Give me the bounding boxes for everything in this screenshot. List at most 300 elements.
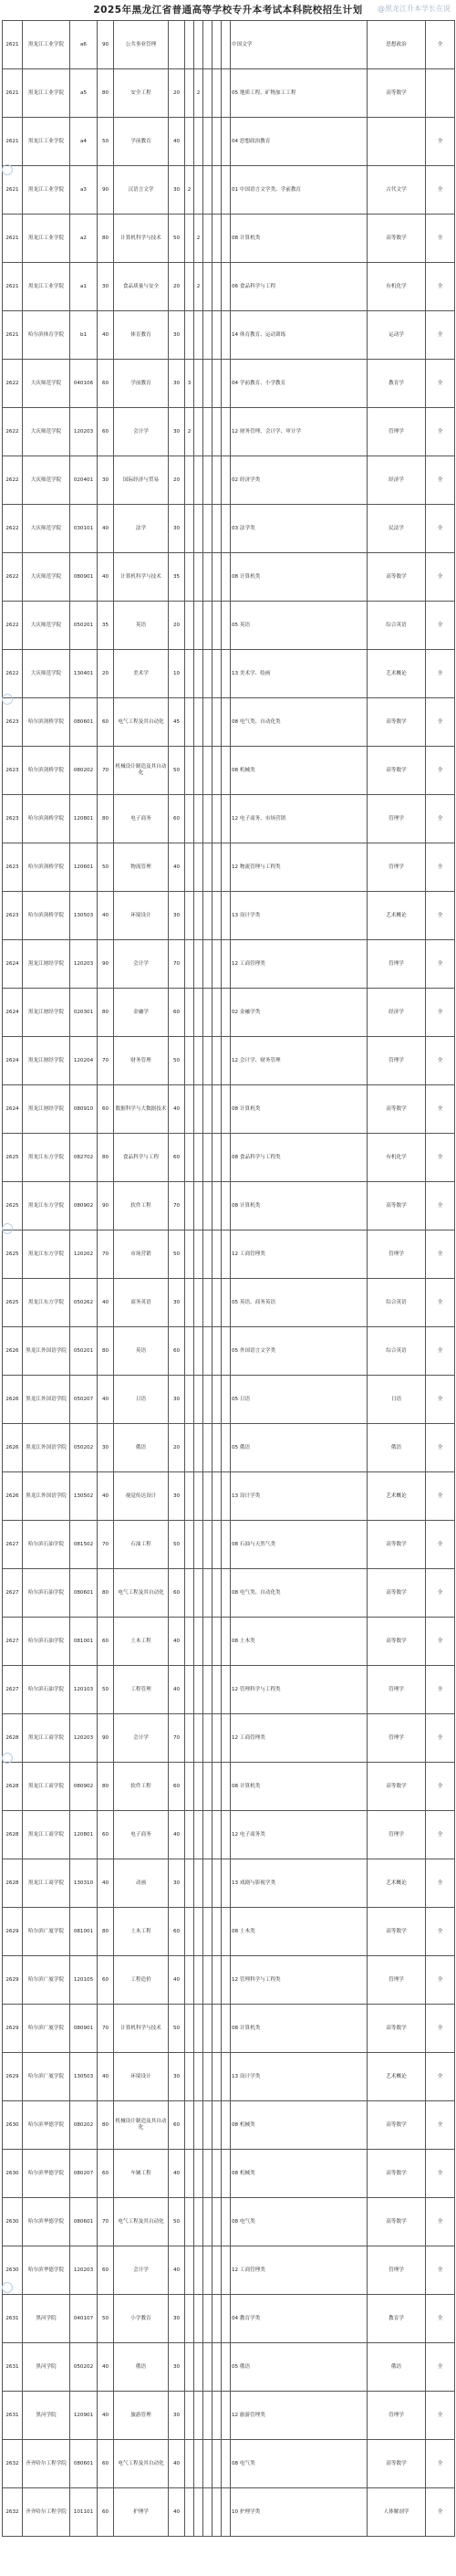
cell-source-major: 08 机械类 [231,2101,368,2150]
cell-major-code: a2 [70,215,98,263]
table-row [3,1618,455,1666]
cell-quota-a: 20 [169,263,185,311]
cell-quota-a: 40 [169,1811,185,1859]
cell-quota-c [194,2343,203,2392]
cell-quota-e [212,795,222,843]
cell-quota-f [222,2392,231,2440]
cell-school-code: 2627 [3,1618,23,1666]
cell-quota-e [212,1279,222,1327]
cell-quota-a: 30 [169,505,185,553]
cell-quota-e [212,698,222,747]
cell-quota-a: 45 [169,698,185,747]
cell-major-name: 法学 [114,505,169,553]
cell-plan-count: 60 [98,698,114,747]
cell-exam-subject: 高等数学 [368,698,426,747]
cell-quota-a: 20 [169,1424,185,1472]
cell-source-major: 04 学前教育、小学教育 [231,360,368,408]
cell-quota-f [222,892,231,940]
cell-quota-b [185,1376,194,1424]
cell-school-name: 黑龙江外国语学院 [23,1424,70,1472]
cell-school-name: 哈尔滨石油学院 [23,1618,70,1666]
cell-quota-b [185,1908,194,1956]
cell-exam-subject: 有机化学 [368,1134,426,1182]
cell-exam-subject: 教育学 [368,360,426,408]
cell-quota-a: 40 [169,2150,185,2198]
cell-quota-d [203,215,212,263]
cell-school-name: 黑龙江工业学院 [23,215,70,263]
table-row [3,1230,455,1279]
cell-quota-b [185,1569,194,1618]
cell-quota-e [212,69,222,118]
cell-quota-c [194,2392,203,2440]
cell-source-major: 04 教育学类 [231,2295,368,2343]
cell-quota-c [194,1424,203,1472]
cell-major-code: 120601 [70,843,98,892]
cell-plan-count: 50 [98,2295,114,2343]
cell-quota-f [222,2488,231,2537]
table-row [3,360,455,408]
cell-quota-b [185,456,194,505]
cell-school-code: 2621 [3,215,23,263]
table-row [3,2101,455,2150]
cell-quota-b [185,1085,194,1134]
cell-quota-f [222,311,231,360]
cell-major-name: 金融学 [114,989,169,1037]
cell-quota-d [203,69,212,118]
cell-scope: 全 [426,650,455,698]
cell-scope: 全 [426,553,455,602]
cell-exam-subject: 综合英语 [368,1279,426,1327]
cell-quota-d [203,698,212,747]
cell-quota-b [185,215,194,263]
cell-quota-f [222,1521,231,1569]
cell-school-code: 2631 [3,2343,23,2392]
cell-quota-e [212,1811,222,1859]
cell-school-name: 黑龙江东方学院 [23,1230,70,1279]
cell-school-code: 2629 [3,1908,23,1956]
cell-quota-b [185,650,194,698]
cell-quota-c [194,2150,203,2198]
cell-plan-count: 70 [98,747,114,795]
cell-major-name: 英语 [114,602,169,650]
cell-school-name: 哈尔滨广厦学院 [23,1908,70,1956]
cell-quota-d [203,2295,212,2343]
cell-quota-f [222,1569,231,1618]
cell-quota-b [185,1424,194,1472]
cell-quota-f [222,505,231,553]
cell-major-code: 120204 [70,1037,98,1085]
cell-quota-c [194,1763,203,1811]
cell-quota-c [194,553,203,602]
cell-quota-e [212,602,222,650]
cell-quota-b [185,2101,194,2150]
cell-quota-f [222,1618,231,1666]
cell-source-major: 12 工商管理类 [231,940,368,989]
table-row [3,408,455,456]
cell-school-name: 哈尔滨华德学院 [23,2246,70,2295]
cell-quota-e [212,2005,222,2053]
cell-quota-c [194,1085,203,1134]
cell-quota-e [212,2440,222,2488]
cell-major-name: 动画 [114,1859,169,1908]
cell-school-name: 黑龙江工商学院 [23,1714,70,1763]
cell-major-code: 080901 [70,2005,98,2053]
cell-quota-e [212,311,222,360]
table-row [3,2053,455,2101]
cell-source-major: 08 计算机类 [231,553,368,602]
cell-quota-f [222,2150,231,2198]
cell-major-code: 040107 [70,2295,98,2343]
cell-quota-b [185,1956,194,2005]
cell-scope: 全 [426,166,455,215]
cell-quota-e [212,1182,222,1230]
cell-school-name: 黑龙江工业学院 [23,166,70,215]
cell-quota-d [203,21,212,69]
cell-school-code: 2626 [3,1424,23,1472]
cell-quota-d [203,1327,212,1376]
cell-source-major: 05 俄语 [231,1424,368,1472]
table-row [3,602,455,650]
cell-source-major: 08 石油与天然气类 [231,1521,368,1569]
cell-quota-a: 40 [169,118,185,166]
cell-source-major: 08 土木类 [231,1618,368,1666]
cell-exam-subject: 高等数学 [368,1085,426,1134]
cell-exam-subject: 高等数学 [368,747,426,795]
cell-quota-d [203,2488,212,2537]
cell-major-name: 软件工程 [114,1763,169,1811]
cell-school-name: 大庆师范学院 [23,408,70,456]
table-row [3,1037,455,1085]
cell-quota-d [203,1956,212,2005]
cell-quota-a: 60 [169,1327,185,1376]
cell-major-code: b1 [70,311,98,360]
cell-major-name: 计算机科学与技术 [114,2005,169,2053]
cell-major-code: 120202 [70,1230,98,1279]
cell-school-name: 齐齐哈尔工程学院 [23,2440,70,2488]
cell-major-name: 美术学 [114,650,169,698]
cell-scope: 全 [426,1230,455,1279]
cell-quota-a: 70 [169,1182,185,1230]
cell-source-major: 04 思想政治教育 [231,118,368,166]
cell-plan-count: 50 [98,843,114,892]
cell-major-name: 电气工程及其自动化 [114,698,169,747]
cell-quota-c [194,2440,203,2488]
cell-school-code: 2622 [3,602,23,650]
cell-source-major: 14 体育教育、运动训练 [231,311,368,360]
cell-quota-a: 50 [169,2198,185,2246]
cell-quota-c [194,892,203,940]
cell-school-code: 2625 [3,1182,23,1230]
cell-quota-c [194,2246,203,2295]
cell-quota-b [185,795,194,843]
cell-major-code: 130401 [70,650,98,698]
cell-scope: 全 [426,1182,455,1230]
cell-exam-subject: 人体解剖学 [368,2488,426,2537]
table-row [3,2440,455,2488]
cell-quota-d [203,2392,212,2440]
cell-quota-d [203,311,212,360]
cell-quota-a: 50 [169,1230,185,1279]
cell-exam-subject: 高等数学 [368,1569,426,1618]
cell-exam-subject: 高等数学 [368,215,426,263]
cell-major-code: 081001 [70,1908,98,1956]
watermark-circle [2,694,13,705]
cell-plan-count: 70 [98,1037,114,1085]
cell-quota-b [185,1763,194,1811]
cell-major-code: 050201 [70,602,98,650]
cell-school-name: 哈尔滨石油学院 [23,1569,70,1618]
watermark-circle [2,164,13,175]
table-row [3,1134,455,1182]
cell-quota-f [222,1134,231,1182]
table-row [3,215,455,263]
cell-major-code: a4 [70,118,98,166]
cell-quota-b [185,602,194,650]
table-row [3,747,455,795]
cell-quota-b [185,1230,194,1279]
cell-major-name: 公共事业管理 [114,21,169,69]
cell-quota-c [194,1859,203,1908]
cell-school-name: 黑龙江财经学院 [23,1085,70,1134]
cell-quota-d [203,2101,212,2150]
cell-quota-c [194,1811,203,1859]
cell-school-code: 2626 [3,1327,23,1376]
cell-scope: 全 [426,1085,455,1134]
cell-major-code: 080601 [70,2440,98,2488]
cell-plan-count: 50 [98,1666,114,1714]
cell-plan-count: 60 [98,2246,114,2295]
cell-quota-d [203,940,212,989]
cell-quota-c [194,166,203,215]
cell-source-major: 10 护理学类 [231,2488,368,2537]
table-row [3,69,455,118]
cell-scope: 全 [426,2392,455,2440]
cell-quota-b [185,2392,194,2440]
cell-quota-f [222,2053,231,2101]
cell-quota-d [203,1376,212,1424]
cell-quota-f [222,1811,231,1859]
cell-quota-a: 30 [169,1279,185,1327]
cell-major-name: 计算机科学与技术 [114,215,169,263]
table-row [3,1424,455,1472]
cell-quota-a: 30 [169,408,185,456]
cell-school-name: 哈尔滨体育学院 [23,311,70,360]
cell-quota-d [203,1424,212,1472]
cell-major-name: 会计学 [114,940,169,989]
cell-quota-d [203,602,212,650]
cell-scope: 全 [426,698,455,747]
cell-major-name: 工程管理 [114,1666,169,1714]
cell-quota-e [212,118,222,166]
cell-exam-subject: 管理学 [368,940,426,989]
cell-scope: 全 [426,1811,455,1859]
cell-major-code: 080601 [70,698,98,747]
cell-quota-c [194,650,203,698]
cell-quota-d [203,1618,212,1666]
cell-source-major: 08 食品科学与工程类 [231,1134,368,1182]
cell-major-code: a1 [70,263,98,311]
cell-major-code: 080601 [70,2198,98,2246]
table-row [3,989,455,1037]
cell-source-major: 08 计算机类 [231,1763,368,1811]
cell-school-code: 2628 [3,1714,23,1763]
cell-source-major: 12 电子商务类 [231,1811,368,1859]
cell-exam-subject: 俄语 [368,2343,426,2392]
cell-major-code: 081001 [70,1618,98,1666]
cell-quota-f [222,795,231,843]
cell-exam-subject: 管理学 [368,795,426,843]
cell-plan-count: 90 [98,21,114,69]
cell-quota-e [212,21,222,69]
cell-quota-c: 2 [194,69,203,118]
cell-school-code: 2622 [3,505,23,553]
cell-quota-b [185,1714,194,1763]
cell-major-code: 020301 [70,989,98,1037]
cell-exam-subject: 管理学 [368,1714,426,1763]
cell-quota-f [222,1472,231,1521]
cell-source-major: 08 机械类 [231,747,368,795]
cell-quota-f [222,118,231,166]
cell-exam-subject: 综合英语 [368,1327,426,1376]
cell-plan-count: 80 [98,69,114,118]
cell-quota-d [203,989,212,1037]
table-row [3,1327,455,1376]
cell-quota-f [222,1763,231,1811]
cell-quota-d [203,795,212,843]
cell-school-code: 2625 [3,1134,23,1182]
cell-scope: 全 [426,2343,455,2392]
cell-plan-count: 60 [98,2440,114,2488]
cell-school-code: 2632 [3,2440,23,2488]
cell-quota-e [212,1230,222,1279]
cell-quota-c [194,940,203,989]
cell-source-major: 中国文学 [231,21,368,69]
cell-scope: 全 [426,747,455,795]
cell-scope: 全 [426,311,455,360]
cell-exam-subject: 古代文学 [368,166,426,215]
table-row [3,1714,455,1763]
cell-scope: 全 [426,505,455,553]
cell-plan-count: 40 [98,1859,114,1908]
cell-plan-count: 60 [98,408,114,456]
cell-quota-c [194,1618,203,1666]
cell-quota-b [185,2488,194,2537]
cell-exam-subject: 高等数学 [368,553,426,602]
cell-school-name: 黑龙江工商学院 [23,1859,70,1908]
cell-scope: 全 [426,940,455,989]
cell-school-name: 黑河学院 [23,2343,70,2392]
cell-major-code: 050262 [70,1279,98,1327]
table-row [3,1763,455,1811]
table-row [3,553,455,602]
cell-school-name: 哈尔滨华德学院 [23,2198,70,2246]
cell-scope: 全 [426,1569,455,1618]
cell-quota-f [222,1085,231,1134]
cell-major-code: 130502 [70,1472,98,1521]
cell-quota-f [222,215,231,263]
cell-quota-f [222,940,231,989]
cell-quota-d [203,2053,212,2101]
cell-quota-d [203,166,212,215]
cell-quota-f [222,989,231,1037]
cell-exam-subject: 高等数学 [368,1908,426,1956]
cell-plan-count: 40 [98,1472,114,1521]
cell-quota-a: 30 [169,2392,185,2440]
cell-source-major: 08 电气类、自动化类 [231,698,368,747]
cell-major-name: 电气工程及其自动化 [114,2440,169,2488]
cell-quota-b [185,1472,194,1521]
enrollment-plan-table [2,20,455,2537]
cell-quota-f [222,1182,231,1230]
cell-school-name: 黑龙江东方学院 [23,1182,70,1230]
cell-school-code: 2632 [3,2488,23,2537]
cell-school-code: 2629 [3,2005,23,2053]
cell-plan-count: 60 [98,1618,114,1666]
cell-quota-d [203,1472,212,1521]
cell-quota-d [203,408,212,456]
cell-school-name: 哈尔滨广厦学院 [23,2005,70,2053]
cell-school-code: 2629 [3,1956,23,2005]
cell-quota-d [203,1714,212,1763]
cell-major-name: 商务英语 [114,1279,169,1327]
cell-plan-count: 80 [98,2101,114,2150]
cell-plan-count: 20 [98,650,114,698]
cell-quota-e [212,1569,222,1618]
cell-quota-e [212,1037,222,1085]
cell-exam-subject: 高等数学 [368,1182,426,1230]
cell-quota-b [185,1037,194,1085]
cell-source-major: 01 中国语言文学类、学前教育 [231,166,368,215]
cell-quota-b [185,21,194,69]
cell-quota-b [185,1327,194,1376]
cell-quota-f [222,1327,231,1376]
table-row [3,650,455,698]
cell-quota-a: 40 [169,843,185,892]
cell-quota-f [222,2246,231,2295]
cell-quota-f [222,1859,231,1908]
cell-quota-a: 70 [169,1714,185,1763]
watermark: @黑龙江升本学长在说 [378,5,451,13]
cell-exam-subject: 高等数学 [368,2198,426,2246]
cell-quota-f [222,166,231,215]
cell-school-code: 2621 [3,311,23,360]
cell-exam-subject: 高等数学 [368,1618,426,1666]
cell-major-code: a6 [70,21,98,69]
table-row [3,1182,455,1230]
cell-quota-b [185,892,194,940]
cell-scope: 全 [426,2101,455,2150]
cell-quota-a: 50 [169,2005,185,2053]
cell-school-code: 2630 [3,2150,23,2198]
cell-school-name: 黑龙江工商学院 [23,1811,70,1859]
cell-major-name: 数据科学与大数据技术 [114,1085,169,1134]
cell-source-major: 13 设计学类 [231,2053,368,2101]
cell-quota-c [194,795,203,843]
cell-school-name: 大庆师范学院 [23,602,70,650]
cell-school-name: 黑龙江工业学院 [23,118,70,166]
cell-exam-subject: 高等数学 [368,2440,426,2488]
cell-quota-a: 30 [169,360,185,408]
cell-quota-d [203,2246,212,2295]
cell-plan-count: 35 [98,602,114,650]
cell-school-name: 黑龙江外国语学院 [23,1376,70,1424]
cell-school-code: 2630 [3,2246,23,2295]
table-row [3,1085,455,1134]
table-row [3,263,455,311]
cell-major-name: 视觉传达设计 [114,1472,169,1521]
cell-quota-b [185,1134,194,1182]
cell-quota-c [194,408,203,456]
